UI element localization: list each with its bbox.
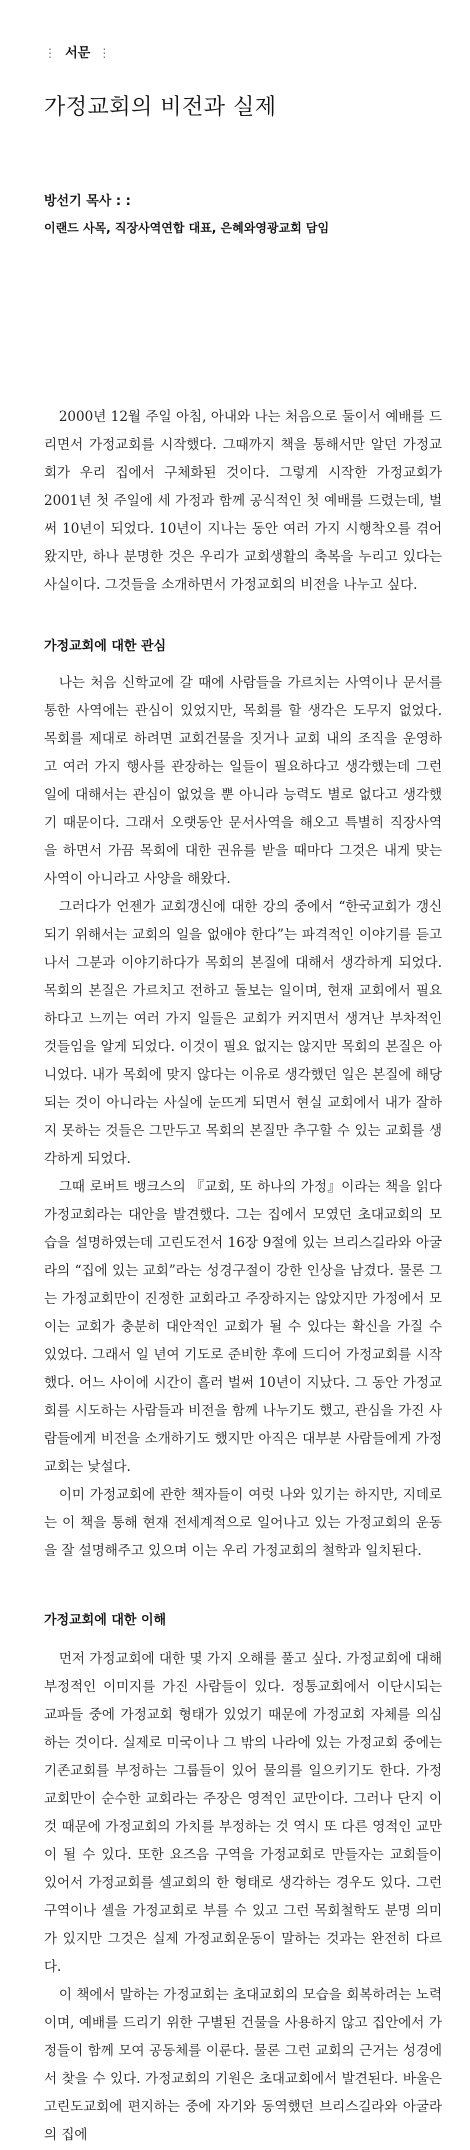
section-marker-left: ⋮ [44, 46, 57, 60]
page-title: 가정교회의 비전과 실제 [44, 95, 277, 120]
author-affiliation: 이랜드 사목, 직장사역연합 대표, 은혜와영광교회 담임 [44, 221, 330, 235]
section1-paragraph: 그러다가 언젠가 교회갱신에 대한 강의 중에서 “한국교회가 갱신되기 위해서는 교회의 일을 없애야 한다”는 파격적인 이야기를 듣고 나서 그분과 이야기하다가 목회의 본질에 대해서 생각하게 되었다. 목회의 본질은 가르치고 전하고 돌보는 일이며, 현재 교회에서 필요하다고 느끼는 여러 가지 일들은 교회가 커지면서 생겨난 부차적인 것들임을 알게 되었다. 이것이 필요 없지는 않지만 목회의 본질은 아니었다. 내가 목회에 맞지 않다는 이유로 생각했던 일은 본질에 해당되는 것이 아니라는 사실에 눈뜨게 되면서 현실 교회에서 내가 잘하지 못하는 것들은 그만두고 목회의 본질만 추구할 수 있는 교회를 생각하게 되었다. [44, 899, 442, 1167]
section-marker-right: ⋮ [98, 46, 112, 60]
section1-paragraph: 나는 처음 신학교에 갈 때에 사람들을 가르치는 사역이나 문서를 통한 사역에는 관심이 있었지만, 목회를 할 생각은 도무지 없었다. 목회를 제대로 하려면 교회건물을 짓거나 교회 내의 조직을 운영하고 여러 가지 행사를 관장하는 일들이 필요하다고 생각했는데 그런 일에 대해서는 관심이 없었을 뿐 아니라 능력도 별로 없다고 생각했기 때문이다. 그래서 오랫동안 문서사역을 해오고 특별히 직장사역을 하면서 가끔 목회에 대한 권유를 받을 때마다 그것은 내게 맞는 사역이 아니라고 사양을 해왔다. [44, 675, 442, 887]
section1-paragraph: 이미 가정교회에 관한 책자들이 여럿 나와 있기는 하지만, 지데로는 이 책을 통해 현재 전세계적으로 일어나고 있는 가정교회의 운동을 잘 설명해주고 있으며 이는 우리 가정교회의 철학과 일치된다. [44, 1487, 442, 1559]
intro-paragraph: 2000년 12월 주일 아침, 아내와 나는 처음으로 둘이서 예배를 드리면서 가정교회를 시작했다. 그때까지 책을 통해서만 알던 가정교회가 우리 집에서 구체화된 것이다. 그렇게 시작한 가정교회가 2001년 첫 주일에 세 가정과 함께 공식적인 첫 예배를 드렸는데, 벌써 10년이 되었다. 10년이 지나는 동안 여러 가지 시행착오를 겪어왔지만, 하나 분명한 것은 우리가 교회생활의 축복을 누리고 있다는 사실이다. 그것들을 소개하면서 가정교회의 비전을 나누고 싶다. [44, 409, 442, 593]
section-tag [44, 42, 111, 61]
article-body [44, 403, 442, 2149]
section-heading-interest: 가정교회에 대한 관심 [44, 639, 167, 654]
section2-paragraph: 먼저 가정교회에 대한 몇 가지 오해를 풀고 싶다. 가정교회에 대해 부정적인 이미지를 가진 사람들이 있다. 정통교회에서 이단시되는 교파들 중에 가정교회 형태가 있었기 때문에 가정교회 자체를 의심하는 것이다. 실제로 미국이나 그 밖의 나라에 있는 가정교회 중에는 기존교회를 부정하는 그룹들이 있어 물의를 일으키기도 한다. 가정교회만이 순수한 교회라는 주장은 영적인 교만이다. 그러나 단지 이것 때문에 가정교회의 가치를 부정하는 것 역시 또 다른 영적인 교만이 될 수 있다. 또한 요즈음 구역을 가정교회로 만들자는 교회들이 있어서 가정교회를 셀교회의 한 형태로 생각하는 경우도 있다. 그런 구역이나 셀을 가정교회로 부를 수 있고 그런 목회철학도 분명 의미가 있지만 그것은 실제 가정교회운동이 말하는 것과는 완전히 다르다. [44, 1651, 442, 1975]
section-heading-understanding: 가정교회에 대한 이해 [44, 1613, 167, 1628]
section-label: 서문 [65, 46, 91, 61]
author-name: 방선기 목사 : : [44, 194, 131, 209]
section1-paragraph: 그때 로버트 뱅크스의 『교회, 또 하나의 가정』이라는 책을 읽다 가정교회라는 대안을 발견했다. 그는 집에서 모였던 초대교회의 모습을 설명하였는데 고린도전서 16장 9절에 있는 브리스길라와 아굴라의 “집에 있는 교회”라는 성경구절이 강한 인상을 남겼다. 물론 그는 가정교회만이 진정한 교회라고 주장하지는 않았지만 가정에서 모이는 교회가 충분히 대안적인 교회가 될 수 있다는 확신을 가질 수 있었다. 그래서 일 년여 기도로 준비한 후에 드디어 가정교회를 시작했다. 어느 사이에 시간이 흘러 벌써 10년이 지났다. 그 동안 가정교회를 시도하는 사람들과 비전을 함께 나누기도 했고, 관심을 가진 사람들에게 비전을 소개하기도 했지만 아직은 대부분 사람들에게 가정교회는 낯설다. [44, 1179, 442, 1475]
section2-paragraph: 이 책에서 말하는 가정교회는 초대교회의 모습을 회복하려는 노력이며, 예배를 드리기 위한 구별된 건물을 사용하지 않고 집안에서 가정들이 함께 모여 공동체를 이룬다. 물론 그런 교회의 근거는 성경에서 찾을 수 있다. 가정교회의 기원은 초대교회에서 발견된다. 바울은 고린도교회에 편지하는 중에 자기와 동역했던 브리스길라와 아굴라의 집에 [44, 1987, 442, 2143]
